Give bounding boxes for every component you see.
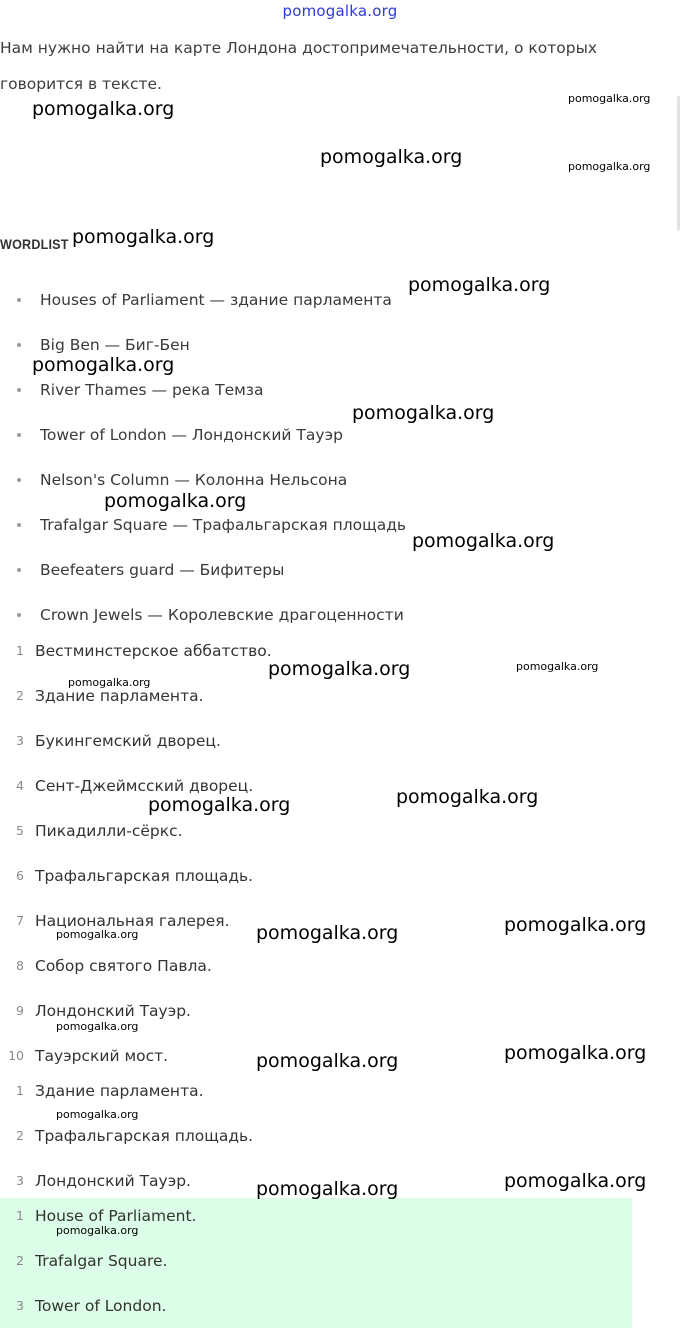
item-number: 9 <box>16 1003 24 1018</box>
bullet-icon <box>17 523 21 527</box>
watermark: pomogalka.org <box>408 274 551 296</box>
watermark: pomogalka.org <box>56 1020 139 1033</box>
item-text: House of Parliament. <box>35 1207 197 1225</box>
list-item <box>0 1168 632 1198</box>
wordlist-item-text: Beefeaters guard — Бифитеры <box>40 561 285 579</box>
item-number: 3 <box>16 1298 24 1313</box>
wordlist-heading: WORDLIST <box>0 236 69 252</box>
watermark: pomogalka.org <box>56 1108 139 1121</box>
watermark: pomogalka.org <box>504 1042 647 1064</box>
watermark: pomogalka.org <box>256 1050 399 1072</box>
wordlist-item <box>0 593 640 638</box>
wordlist-item-text: Trafalgar Square — Трафальгарская площадь <box>40 516 407 534</box>
bullet-icon <box>17 478 21 482</box>
item-number: 2 <box>16 688 24 703</box>
bullet-icon <box>17 343 21 347</box>
bullet-icon <box>17 388 21 392</box>
wordlist <box>0 278 640 638</box>
list-item <box>0 728 632 773</box>
site-header-link[interactable]: pomogalka.org <box>282 2 398 20</box>
wordlist-item <box>0 503 640 548</box>
watermark: pomogalka.org <box>268 658 411 680</box>
watermark: pomogalka.org <box>568 92 651 105</box>
list-item <box>0 953 632 998</box>
item-text: Здание парламента. <box>35 687 204 705</box>
item-number: 2 <box>16 1253 24 1268</box>
watermark: pomogalka.org <box>504 1170 647 1192</box>
watermark: pomogalka.org <box>320 146 463 168</box>
item-number: 10 <box>8 1048 24 1063</box>
item-text: Трафальгарская площадь. <box>35 867 254 885</box>
list-item <box>0 773 632 818</box>
item-text: Tower of London. <box>35 1297 167 1315</box>
watermark: pomogalka.org <box>56 928 139 941</box>
list-item <box>0 1043 632 1078</box>
watermark: pomogalka.org <box>32 354 175 376</box>
wordlist-item <box>0 323 640 368</box>
item-text: Национальная галерея. <box>35 912 230 930</box>
item-number: 4 <box>16 778 24 793</box>
answer-list-en <box>0 1198 632 1328</box>
item-number: 8 <box>16 958 24 973</box>
bullet-icon <box>17 568 21 572</box>
list-item <box>0 638 632 683</box>
watermark: pomogalka.org <box>516 660 599 673</box>
item-text: Тауэрский мост. <box>35 1047 169 1065</box>
watermark: pomogalka.org <box>568 160 651 173</box>
wordlist-item-text: Crown Jewels — Королевские драгоценности <box>40 606 404 624</box>
watermark: pomogalka.org <box>56 1224 139 1237</box>
item-text: Трафальгарская площадь. <box>35 1127 254 1145</box>
answer-list-ru <box>0 1078 632 1198</box>
list-item <box>0 1123 632 1168</box>
landmarks-list <box>0 638 632 1078</box>
item-text: Пикадилли-сёркс. <box>35 822 183 840</box>
item-number: 7 <box>16 913 24 928</box>
watermark: pomogalka.org <box>256 1178 399 1200</box>
item-text: Букингемский дворец. <box>35 732 221 750</box>
item-number: 2 <box>16 1128 24 1143</box>
item-text: Лондонский Тауэр. <box>35 1172 191 1190</box>
list-item <box>0 818 632 863</box>
item-number: 1 <box>16 643 24 658</box>
item-text: Лондонский Тауэр. <box>35 1002 191 1020</box>
wordlist-item-text: Tower of London — Лондонский Тауэр <box>40 426 343 444</box>
item-text: Вестминстерское аббатство. <box>35 642 272 660</box>
intro-paragraph: Нам нужно найти на карте Лондона достопримечательности, о которых говорится в тексте. <box>0 39 597 93</box>
watermark: pomogalka.org <box>504 914 647 936</box>
list-item <box>0 1078 632 1123</box>
item-text: Сент-Джеймсский дворец. <box>35 777 254 795</box>
watermark: pomogalka.org <box>72 226 215 248</box>
wordlist-item-text: Big Ben — Биг-Бен <box>40 336 190 354</box>
wordlist-item <box>0 458 640 503</box>
item-number: 3 <box>16 733 24 748</box>
bullet-icon <box>17 433 21 437</box>
watermark: pomogalka.org <box>148 794 291 816</box>
item-text: Собор святого Павла. <box>35 957 212 975</box>
watermark: pomogalka.org <box>32 98 175 120</box>
wordlist-item <box>0 413 640 458</box>
list-item <box>0 863 632 908</box>
watermark: pomogalka.org <box>396 786 539 808</box>
list-item <box>0 908 632 953</box>
item-number: 6 <box>16 868 24 883</box>
list-item <box>0 1293 632 1323</box>
item-number: 5 <box>16 823 24 838</box>
bullet-icon <box>17 613 21 617</box>
watermark: pomogalka.org <box>256 922 399 944</box>
wordlist-item <box>0 278 640 323</box>
item-number: 3 <box>16 1173 24 1188</box>
wordlist-item-text: Houses of Parliament — здание парламента <box>40 291 392 309</box>
item-number: 1 <box>16 1083 24 1098</box>
list-item <box>0 683 632 728</box>
wordlist-item <box>0 548 640 593</box>
list-item <box>0 1248 632 1293</box>
watermark: pomogalka.org <box>352 402 495 424</box>
list-item <box>0 1203 632 1248</box>
wordlist-item-text: Nelson's Column — Колонна Нельсона <box>40 471 348 489</box>
watermark: pomogalka.org <box>68 676 151 689</box>
wordlist-item-text: River Thames — река Темза <box>40 381 264 399</box>
watermark: pomogalka.org <box>412 530 555 552</box>
item-text: Trafalgar Square. <box>35 1252 168 1270</box>
list-item <box>0 998 632 1043</box>
wordlist-item <box>0 368 640 413</box>
watermark: pomogalka.org <box>104 490 247 512</box>
item-number: 1 <box>16 1208 24 1223</box>
bullet-icon <box>17 298 21 302</box>
item-text: Здание парламента. <box>35 1082 204 1100</box>
